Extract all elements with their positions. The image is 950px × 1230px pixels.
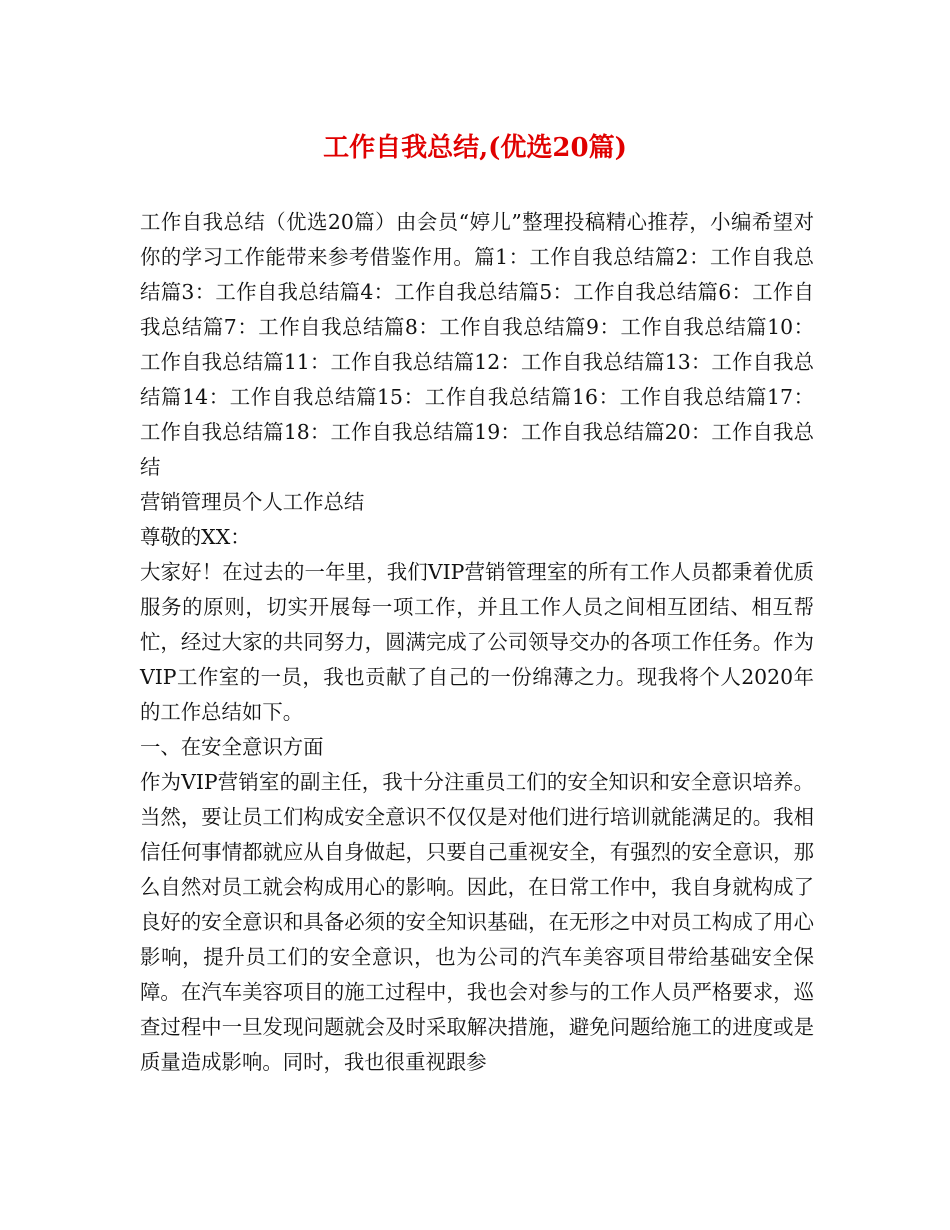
body-paragraph: 大家好！在过去的一年里，我们VIP营销管理室的所有工作人员都秉着优质服务的原则，切实开展每一项工作，并且工作人员之间相互团结、相互帮忙，经过大家的共同努力，圆满完成了公司领导交办的各项工作任务。作为VIP工作室的一员，我也贡献了自己的一份绵薄之力。现我将个人2020年的工作总结如下。	[140, 560, 814, 724]
body-paragraph: 作为VIP营销室的副主任，我十分注重员工们的安全知识和安全意识培养。当然，要让员工们构成安全意识不仅仅是对他们进行培训就能满足的。我相信任何事情都就应从自身做起，只要自己重视安全，有强烈的安全意识，那么自然对员工就会构成用心的影响。因此，在日常工作中，我自身就构成了良好的安全意识和具备必须的安全知识基础，在无形之中对员工构成了用心影响，提升员工们的安全意识，也为公司的汽车美容项目带给基础安全保障。在汽车美容项目的施工过程中，我也会对参与的工作人员严格要求，巡查过程中一旦发现问题就会及时采取解决措施，避免问题给施工的进度或是质量造成影响。同时，我也很重视跟参	[140, 770, 814, 1074]
salutation: 尊敬的XX：	[140, 525, 251, 549]
document-title: 工作自我总结,(优选20篇)	[323, 133, 627, 163]
subsection-heading: 一、在安全意识方面	[140, 735, 324, 759]
document-body	[140, 205, 814, 1080]
section-heading: 营销管理员个人工作总结	[140, 490, 365, 514]
intro-paragraph: 工作自我总结（优选20篇）由会员“婷儿”整理投稿精心推荐，小编希望对你的学习工作能带来参考借鉴作用。篇1：工作自我总结篇2：工作自我总结篇3：工作自我总结篇4：工作自我总结篇5：工作自我总结篇6：工作自我总结篇7：工作自我总结篇8：工作自我总结篇9：工作自我总结篇10：工作自我总结篇11：工作自我总结篇12：工作自我总结篇13：工作自我总结篇14：工作自我总结篇15：工作自我总结篇16：工作自我总结篇17：工作自我总结篇18：工作自我总结篇19：工作自我总结篇20：工作自我总结	[140, 210, 814, 479]
